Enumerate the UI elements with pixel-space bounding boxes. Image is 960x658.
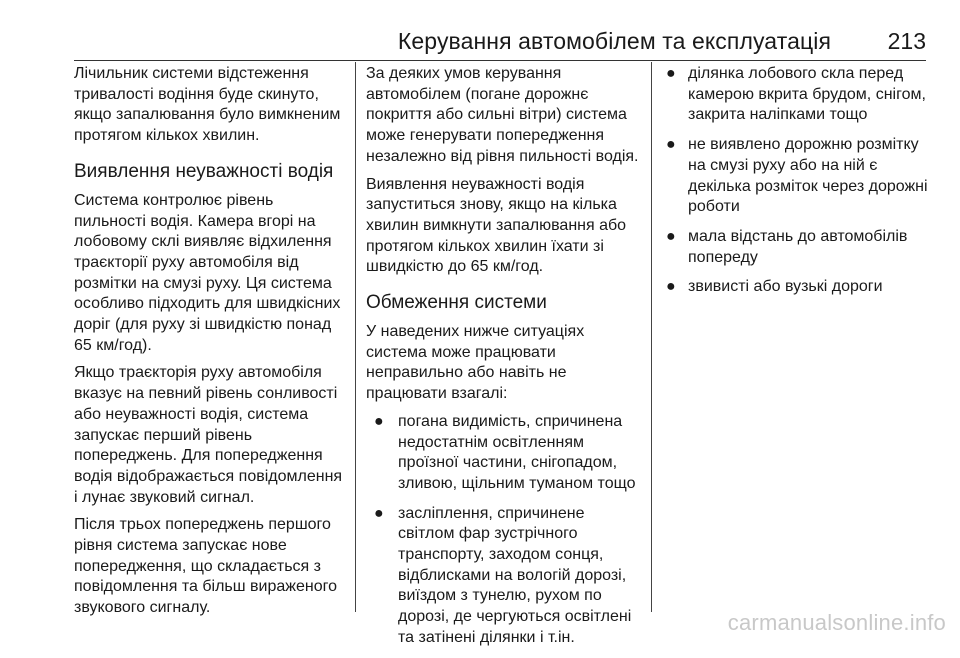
chapter-title: Керування автомобілем та експлуатація — [397, 28, 831, 54]
bullet-icon: ● — [374, 504, 384, 522]
bullet-icon: ● — [666, 65, 676, 82]
paragraph: Якщо траєкторія руху автомобіля вказує на певний рівень сонливості або неуважності водія, система запускає перший рівень попереджень. Для попередження водія відображається повідомлення і лунає звуковий сигнал. — [74, 364, 343, 506]
intro-paragraph: Лічильник системи відстеження тривалості водіння буде скинуто, якщо запалювання було вимкненим протягом кількох хвилин. — [74, 65, 341, 145]
list-item — [664, 277, 934, 298]
column-divider — [355, 62, 356, 612]
watermark: carmanualsonline.info — [727, 610, 946, 635]
page-header — [74, 30, 926, 61]
column-right — [664, 64, 934, 307]
limitations-list — [366, 412, 642, 649]
paragraph: Виявлення неуважності водія запуститься знову, якщо на кілька хвилин вимкнути запалювання або протягом кількох хвилин їхати зі швидкістю до 65 км/год. — [366, 175, 627, 276]
list-item — [664, 227, 934, 268]
section-heading-system-limitations: Обмеження системи — [366, 292, 547, 314]
paragraph: Після трьох попереджень першого рівня система запускає нове попередження, що складається з повідомлення та більш вираженого звукового сигналу. — [74, 516, 337, 617]
bullet-icon: ● — [666, 227, 676, 245]
list-item — [664, 64, 934, 126]
bullet-icon: ● — [374, 412, 384, 430]
column-middle — [366, 64, 642, 658]
list-item-text: ділянка лобового скла перед камерою вкрита брудом, снігом, закрита наліпками тощо — [688, 65, 926, 124]
paragraph: За деяких умов керування автомобілем (погане дорожнє покриття або сильні вітри) система може генерувати попередження незалежно від рівня пильності водія. — [366, 65, 639, 165]
column-divider — [651, 62, 652, 612]
list-item-text: мала відстань до автомобілів попереду — [688, 227, 908, 266]
column-left — [74, 64, 346, 626]
list-item-text: засліплення, спричинене світлом фар зустрічного транспорту, заходом сонця, відблисками на вологій дорозі, виїздом з тунелю, рухом по дорозі, де чергуються освітлені та затінені ділянки і т.ін. — [398, 504, 632, 646]
list-item-text: погана видимість, спричинена недостатнім освітленням проїзної частини, снігопадом, зливою, щільним туманом тощо — [398, 412, 636, 492]
limitations-list-continued — [664, 64, 934, 298]
bullet-icon: ● — [666, 136, 676, 154]
paragraph: Система контролює рівень пильності водія. Камера вгорі на лобовому склі виявляє відхилення траєкторії руху автомобіля від розмітки на смузі руху. Ця система особливо підходить для швидкісних доріг (для руху зі швидкістю понад 65 км/год). — [74, 191, 341, 354]
list-item — [366, 504, 642, 649]
list-item — [664, 135, 934, 218]
list-item-text: не виявлено дорожню розмітку на смузі руху або на ній є декілька розміток через дорожні роботи — [688, 136, 928, 216]
list-item — [366, 412, 642, 495]
list-item-text: звивисті або вузькі дороги — [688, 278, 883, 296]
section-heading-driver-inattention: Виявлення неуважності водія — [74, 160, 334, 182]
bullet-icon: ● — [666, 278, 676, 296]
lead-paragraph: У наведених нижче ситуаціях система може працювати неправильно або навіть не працювати взагалі: — [366, 323, 585, 403]
page-number: 213 — [887, 28, 926, 54]
